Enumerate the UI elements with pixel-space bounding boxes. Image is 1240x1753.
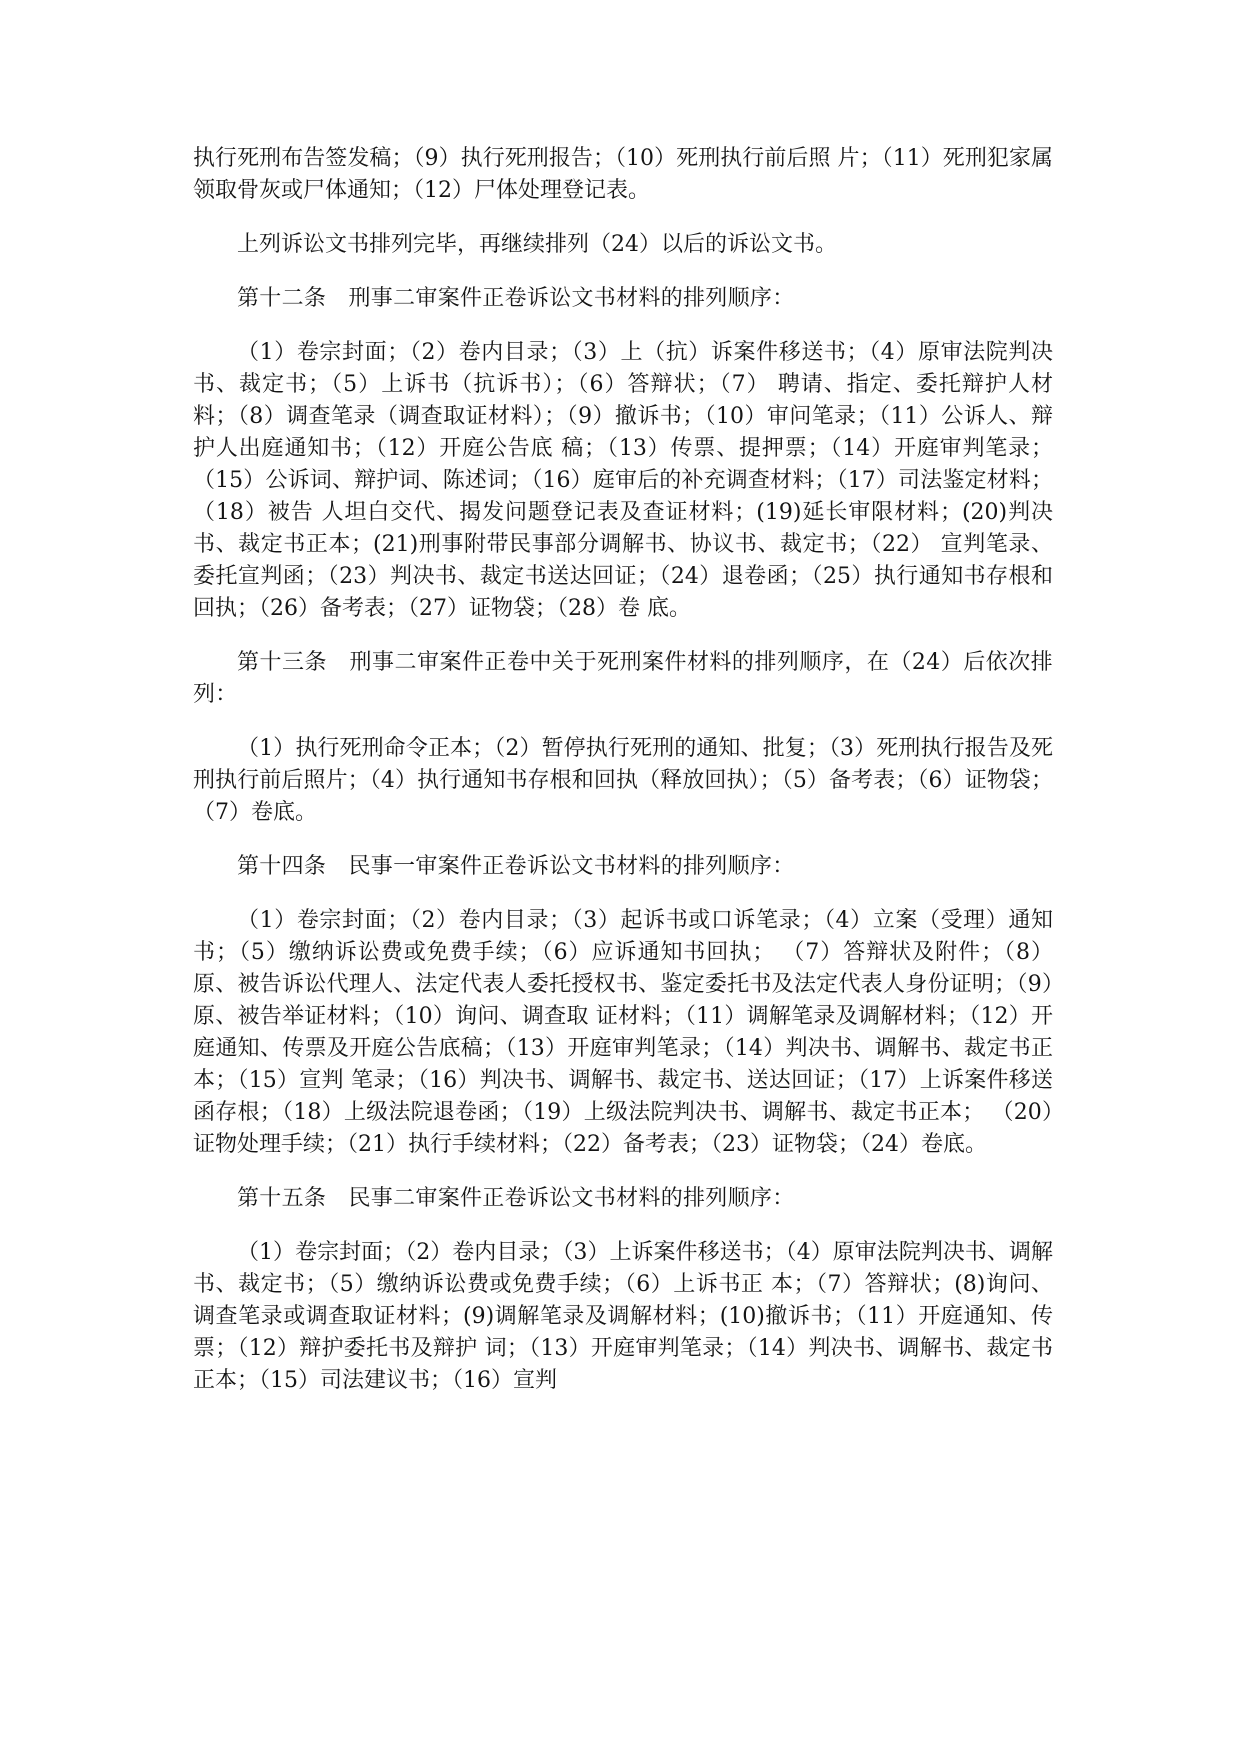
article-15-list: （1）卷宗封面；（2）卷内目录；（3）上诉案件移送书；（4）原审法院判决书、调解书、裁定书；（5）缴纳诉讼费或免费手续；（6）上诉书正 本；（7）答辩状；(8)询问、调查笔录或调查取证材料；(9)调解笔录及调解材料；(10)撤诉书；（11）开庭通知、传票；（12）辩护委托书及辩护 词；（13）开庭审判笔录；（14）判决书、调解书、裁定书正本；（15）司法建议书；（16）宣判 <box>193 1240 1053 1393</box>
article-13-list: （1）执行死刑命令正本；（2）暂停执行死刑的通知、批复；（3）死刑执行报告及死刑执行前后照片；（4）执行通知书存根和回执（释放回执）；（5）备考表；（6）证物袋；（7）卷底。 <box>193 736 1053 825</box>
paragraph-body: 上列诉讼文书排列完毕，再继续排列（24）以后的诉讼文书。 <box>237 232 837 257</box>
article-12-heading: 第十二条 刑事二审案件正卷诉讼文书材料的排列顺序： <box>237 286 795 311</box>
article-14-list: （1）卷宗封面；（2）卷内目录；（3）起诉书或口诉笔录；（4）立案（受理）通知书；（5）缴纳诉讼费或免费手续；（6）应诉通知书回执； （7）答辩状及附件；（8）原、被告诉讼代理人、法定代表人委托授权书、鉴定委托书及法定代表人身份证明；（9）原、被告举证材料；（10）询问、调查取 证材料；（11）调解笔录及调解材料；（12）开庭通知、传票及开庭公告底稿；（13）开庭审判笔录；（14）判决书、调解书、裁定书正本；（15）宣判 笔录；（16）判决书、调解书、裁定书、送达回证；（17）上诉案件移送函存根；（18）上级法院退卷函；（19）上级法院判决书、调解书、裁定书正本； （20）证物处理手续；（21）执行手续材料；（22）备考表；（23）证物袋；（24）卷底。 <box>193 908 1053 1157</box>
article-13-heading: 第十三条 刑事二审案件正卷中关于死刑案件材料的排列顺序，在（24）后依次排列： <box>193 650 1053 707</box>
article-14-heading: 第十四条 民事一审案件正卷诉讼文书材料的排列顺序： <box>237 854 795 879</box>
article-15-heading: 第十五条 民事二审案件正卷诉讼文书材料的排列顺序： <box>237 1186 795 1211</box>
document-page <box>193 143 1053 1419</box>
article-12-list: （1）卷宗封面；（2）卷内目录；（3）上（抗）诉案件移送书；（4）原审法院判决书、裁定书；（5）上诉书（抗诉书）；（6）答辩状；（7） 聘请、指定、委托辩护人材料；（8）调查笔录（调查取证材料）；（9）撤诉书；（10）审问笔录；（11）公诉人、辩护人出庭通知书；（12）开庭公告底 稿；（13）传票、提押票；（14）开庭审判笔录；（15）公诉词、辩护词、陈述词；（16）庭审后的补充调查材料；（17）司法鉴定材料；（18）被告 人坦白交代、揭发问题登记表及查证材料；(19)延长审限材料；(20)判决书、裁定书正本；(21)刑事附带民事部分调解书、协议书、裁定书；（22） 宣判笔录、委托宣判函；（23）判决书、裁定书送达回证；（24）退卷函；（25）执行通知书存根和回执；（26）备考表；（27）证物袋；（28）卷 底。 <box>193 340 1053 621</box>
paragraph-continuation: 执行死刑布告签发稿；（9）执行死刑报告；（10）死刑执行前后照 片；（11）死刑犯家属领取骨灰或尸体通知；（12）尸体处理登记表。 <box>193 146 1053 203</box>
